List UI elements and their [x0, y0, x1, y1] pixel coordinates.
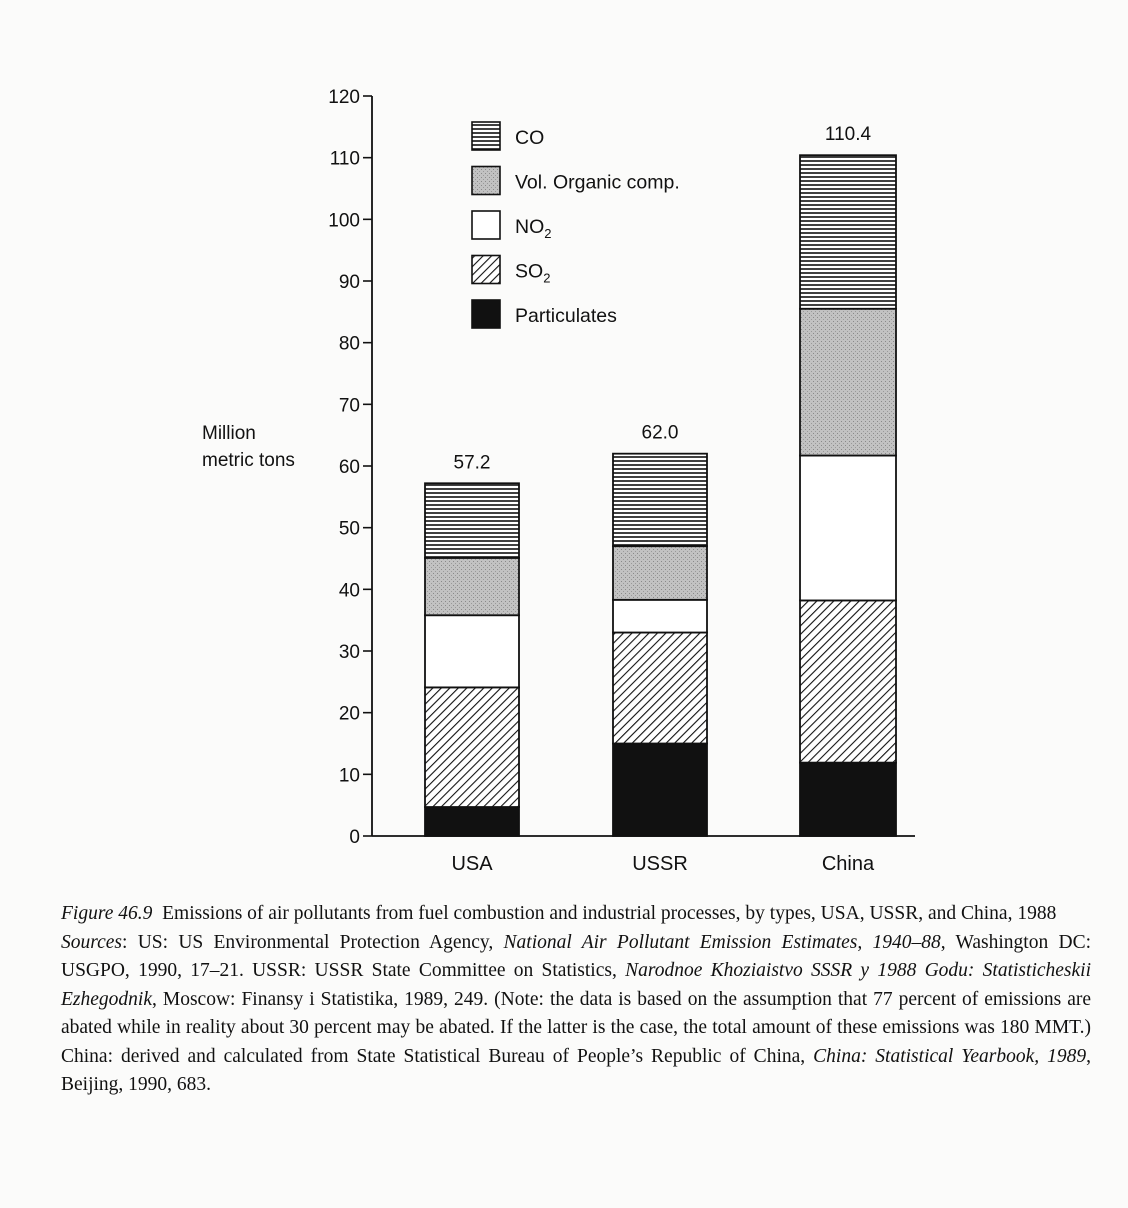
sources-part-3: , Washington DC: USGPO, 1990, 17–21. USSR: USSR State Committee on Statistics,	[61, 931, 1092, 981]
y-tick-label: 50	[338, 518, 360, 540]
bar-segment	[425, 558, 519, 615]
y-axis-label-line-1: Million	[202, 423, 256, 444]
sources-label: Sources	[61, 931, 123, 953]
bar-segment	[800, 155, 896, 309]
figure-title	[61, 900, 1091, 929]
sources-part-4: Narodnoe Khoziaistvo SSSR y 1988 Godu: Statisticheskii Ezhegodnik	[61, 960, 1091, 1010]
legend-label: Vol. Organic comp.	[515, 171, 680, 194]
x-tick-label: USA	[451, 853, 493, 875]
bar-segment	[613, 600, 707, 633]
y-tick-label: 70	[338, 395, 360, 417]
sources-part-5: , Moscow: Finansy i Statistika, 1989, 249. (Note: the data is based on the assumption that 77 percent of emissions are abated while in reality about 30 percent may be abated. If the latter is the case, the total amount of these emissions was 180 MMT.) China: derived and calculated from State Statistical Bureau of People’s Republic of China,	[61, 988, 1091, 1067]
legend-swatch	[472, 300, 500, 328]
bar-segment	[425, 807, 519, 836]
bar-segment	[613, 546, 707, 600]
bar-total-label: 110.4	[824, 124, 872, 146]
legend-label: Particulates	[515, 305, 617, 327]
bar-total-label: 57.2	[453, 452, 491, 474]
sources-part-7: , Beijing, 1990, 683.	[61, 1045, 1092, 1095]
bar-china	[800, 155, 896, 836]
bar-usa	[425, 483, 519, 836]
figure-sources	[61, 929, 1091, 1100]
bar-ussr	[613, 454, 707, 836]
x-tick-label: China	[821, 853, 875, 875]
y-axis-label	[202, 420, 295, 474]
bar-segment	[425, 615, 519, 687]
sources-part-2: National Air Pollutant Emission Estimates, 1940–88	[503, 931, 941, 953]
figure-label: Figure 46.9	[61, 903, 153, 924]
legend-swatch	[472, 256, 500, 284]
y-tick-label: 110	[329, 148, 360, 170]
y-axis-label-line-2: metric tons	[202, 450, 295, 471]
y-tick-label: 20	[338, 703, 360, 725]
legend-label: CO	[515, 127, 545, 149]
bar-segment	[800, 309, 896, 456]
bar-segment	[613, 454, 707, 546]
legend-label: $SO_2$	[515, 260, 551, 286]
sources-part-1: : US: US Environmental Protection Agency,	[122, 931, 504, 953]
legend-swatch	[472, 122, 500, 150]
bar-segment	[613, 744, 707, 837]
x-tick-label: USSR	[632, 853, 688, 875]
bar-segment	[800, 763, 896, 836]
y-tick-label: 40	[338, 580, 360, 602]
y-tick-label: 90	[338, 272, 360, 293]
bar-segment	[425, 687, 519, 807]
y-tick-label: 80	[338, 333, 360, 355]
bar-segment	[613, 633, 707, 744]
y-tick-label: 0	[349, 827, 360, 848]
legend-swatch	[472, 211, 500, 239]
y-tick-label: 10	[338, 765, 360, 787]
figure-text: Emissions of air pollutants from fuel combustion and industrial processes, by types, USA, USSR, and China, 1988	[162, 903, 1057, 924]
legend-swatch	[472, 167, 500, 195]
y-tick-label: 100	[328, 210, 360, 232]
y-tick-label: 30	[338, 642, 360, 663]
bar-segment	[800, 600, 896, 762]
bar-segment	[800, 456, 896, 601]
y-tick-label: 120	[328, 87, 360, 108]
sources-part-6: China: Statistical Yearbook, 1989	[813, 1045, 1087, 1067]
bar-segment	[425, 483, 519, 558]
bar-total-label: 62.0	[641, 422, 679, 444]
figure-caption	[61, 900, 1091, 1100]
y-tick-label: 60	[338, 457, 360, 478]
legend	[472, 122, 680, 328]
legend-label: $NO_2$	[515, 216, 552, 241]
